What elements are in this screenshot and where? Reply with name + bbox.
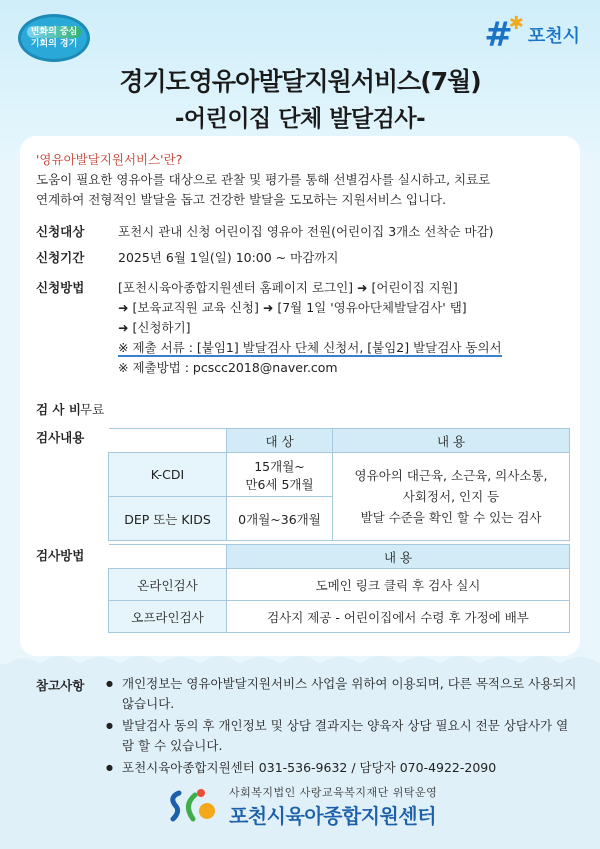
note-item: ● 개인정보는 영유아발달지원서비스 사업을 위하여 이용되며, 다른 목적으로 사용되지 않습니다.	[106, 674, 580, 714]
intro-line: 연계하여 전형적인 발달을 돕고 건강한 발달을 도모하는 지원서비스 입니다.	[36, 192, 447, 207]
submit-email: ※ 제출방법 : pcscc2018@naver.com	[118, 360, 338, 375]
period-label: 신청기간	[36, 250, 85, 265]
test-target: 0개월~36개월	[227, 497, 333, 541]
way-name: 오프라인검사	[109, 601, 227, 633]
fee-label: 검 사 비	[36, 402, 81, 417]
note-item: ● 발달검사 동의 후 개인정보 및 상담 결과지는 양육자 상담 필요시 전문 상담사가 열람 할 수 있습니다.	[106, 716, 580, 756]
intro-text	[36, 150, 576, 210]
fee-value: 무료	[80, 402, 105, 417]
note-item: ● 포천시육아종합지원센터 031-536-9632 / 담당자 070-4922-2090	[106, 758, 580, 778]
submit-docs: ※ 제출 서류 : [붙임1] 발달검사 단체 신청서, [붙임2] 발달검사 동의서	[118, 340, 502, 355]
way-label: 검사방법	[36, 548, 85, 563]
test-description: 영유아의 대근육, 소근육, 의사소통, 사회정서, 인지 등 발달 수준을 확인 할 수 있는 검사	[333, 453, 570, 541]
method-step: [보육교직원 교육 신청]	[132, 300, 259, 315]
method-steps	[118, 278, 598, 378]
arrow-right-icon: ➜	[357, 280, 368, 295]
pocheon-city-logo	[484, 12, 580, 55]
notes-label: 참고사항	[36, 678, 85, 693]
city-name: 포천시	[527, 26, 580, 47]
intro-line: 도움이 필요한 영유아를 대상으로 관찰 및 평가를 통해 선별검사를 실시하고, 치료로	[36, 172, 491, 187]
way-name: 온라인검사	[109, 569, 227, 601]
arrow-right-icon: ➜	[118, 320, 129, 335]
org-mark-icon	[165, 785, 221, 829]
content-label: 검사내용	[36, 430, 85, 445]
page-subtitle: -어린이집 단체 발달검사-	[174, 106, 426, 132]
content-table	[108, 428, 570, 541]
way-value: 도메인 링크 클릭 후 검사 실시	[227, 569, 570, 601]
test-target: 15개월~ 만6세 5개월	[227, 453, 333, 497]
org-logo	[165, 784, 437, 829]
org-name: 포천시육아종합지원센터	[229, 804, 437, 828]
table-header: 내 용	[333, 429, 570, 453]
way-table	[108, 544, 570, 633]
notes-list	[106, 674, 580, 780]
gyeonggi-badge-logo: 변화의 중심 기회의 경기	[18, 14, 90, 62]
hash-icon: #	[484, 15, 513, 55]
period-value: 2025년 6월 1일(일) 10:00 ~ 마감까지	[118, 250, 339, 265]
table-header: 대 상	[227, 429, 333, 453]
method-step: [7월 1일 '영유아단체발달검사' 탭]	[277, 300, 467, 315]
intro-question: '영유아발달지원서비스'란?	[36, 152, 183, 167]
method-step: [어린이집 지원]	[371, 280, 458, 295]
method-step: [신청하기]	[132, 320, 191, 335]
method-step: [포천시육아종합지원센터 홈페이지 로그인]	[118, 280, 354, 295]
page-title: 경기도영유아발달지원서비스(7월)	[119, 67, 481, 96]
target-label: 신청대상	[36, 224, 85, 239]
table-header: 내 용	[227, 545, 570, 569]
test-name: DEP 또는 KIDS	[109, 497, 227, 541]
target-value: 포천시 관내 신청 어린이집 영유아 전원(어린이집 3개소 선착순 마감)	[118, 224, 494, 239]
method-label: 신청방법	[36, 280, 85, 295]
arrow-right-icon: ➜	[118, 300, 129, 315]
arrow-right-icon: ➜	[262, 300, 274, 315]
test-name: K-CDI	[109, 453, 227, 497]
org-subtitle: 사회복지법인 사랑교육복지재단 위탁운영	[229, 786, 438, 799]
way-value: 검사지 제공 - 어린이집에서 수령 후 가정에 배부	[227, 601, 570, 633]
star-icon: ✱	[508, 12, 524, 34]
